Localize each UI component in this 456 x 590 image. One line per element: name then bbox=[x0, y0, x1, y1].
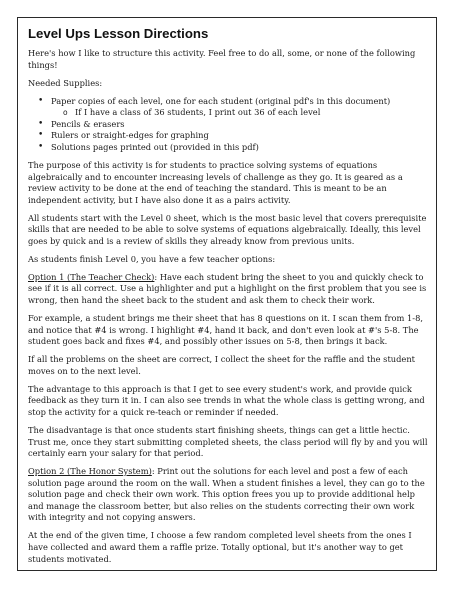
correct-paragraph: If all the problems on the sheet are correct, I collect the sheet for the raffle and the student moves on to the next level. bbox=[28, 354, 416, 376]
options-paragraph: As students finish Level 0, you have a few teacher options: bbox=[28, 253, 276, 264]
supply-rulers: • Rulers or straight-edges for graphing bbox=[51, 130, 428, 142]
advantage-paragraph: The advantage to this approach is that I get to see every student's work, and provide quick feedback as they turn it in. I can also see trends in what the whole class is getting wrong, and stop the activity for a quick re-teach or reminder if needed. bbox=[28, 383, 425, 417]
supplies-list bbox=[28, 96, 428, 154]
option2-text: : Print out the solutions for each level and post a few of each solution page around the room on the wall. When a student finishes a level, they can go to the solution page and check their own work. This option frees you up to provide additional help and manage the classroom better, but also relies on the students correcting their own work with integrity and not copying answers. bbox=[28, 466, 425, 523]
directions-page bbox=[17, 17, 437, 571]
level0-paragraph: All students start with the Level 0 sheet, which is the most basic level that covers prerequisite skills that are needed to be able to solve systems of equations algebraically. Ideally, this level goes by quick and is a review of skills they already know from previous units. bbox=[28, 212, 427, 246]
option1-text: : Have each student bring the sheet to you and quickly check to see if it is all correct. Use a highlighter and put a highlight on the first problem that you see is wrong, then hand the sheet back to the student and ask them to check their work. bbox=[28, 271, 427, 306]
option1-paragraph bbox=[28, 272, 428, 307]
option2-paragraph bbox=[28, 466, 428, 524]
page-title: Level Ups Lesson Directions bbox=[28, 26, 209, 41]
option2-label: Option 2 (The Honor System) bbox=[28, 466, 152, 477]
purpose-paragraph: The purpose of this activity is for students to practice solving systems of equations algebraically and to encounter increasing levels of challenge as they go. It is geared as a review activity to be done at the end of teaching the standard. This is meant to be an independent activity, but I have also done it as a pairs activity. bbox=[28, 159, 403, 205]
supply-print-note: o If I have a class of 36 students, I print out 36 of each level bbox=[75, 107, 428, 119]
supply-pencils: • Pencils & erasers bbox=[51, 119, 428, 131]
disadvantage-paragraph: The disadvantage is that once students start finishing sheets, things can get a little hectic. Trust me, once they start submitting completed sheets, the class period will fly by and you will certainly earn your salary for that period. bbox=[28, 424, 428, 459]
example-paragraph: For example, a student brings me their sheet that has 8 questions on it. I scan them from 1-8, and notice that #4 is wrong. I highlight #4, hand it back, and don't even look at #'s 5-8. The student goes back and fixes #4, and possibly other issues on 5-8, then brings it back. bbox=[28, 313, 423, 347]
intro-paragraph: Here's how I like to structure this activity. Feel free to do all, some, or none of the following things! bbox=[28, 48, 416, 70]
supplies-sublist bbox=[51, 107, 428, 119]
ending-paragraph: At the end of the given time, I choose a few random completed level sheets from the ones I have collected and award them a raffle prize. Totally optional, but it's another way to get students motivated. bbox=[28, 530, 412, 564]
option1-label: Option 1 (The Teacher Check) bbox=[28, 271, 155, 282]
supply-paper-copies: Paper copies of each level, one for each student (original pdf's in this document) bbox=[51, 95, 391, 106]
supplies-heading: Needed Supplies: bbox=[28, 77, 103, 88]
list-item bbox=[51, 96, 428, 119]
supply-solutions: • Solutions pages printed out (provided in this pdf) bbox=[51, 142, 428, 154]
